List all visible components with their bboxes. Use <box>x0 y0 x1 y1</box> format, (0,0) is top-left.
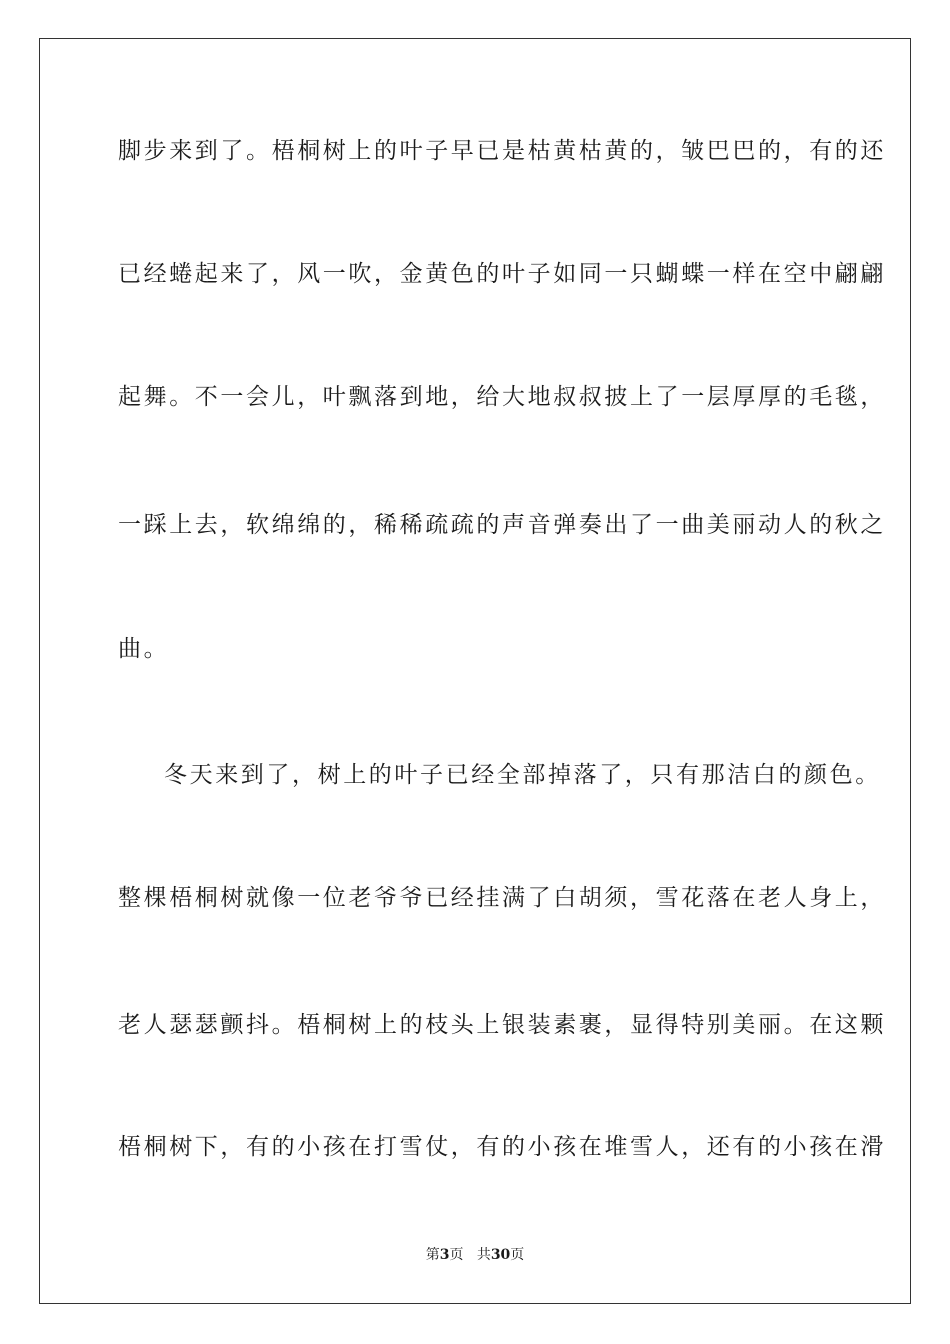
text-line: 已经蜷起来了，风一吹，金黄色的叶子如同一只蝴蝶一样在空中翩翩 <box>118 261 886 287</box>
text-line: 整棵梧桐树就像一位老爷爷已经挂满了白胡须，雪花落在老人身上， <box>118 885 886 911</box>
page-border <box>39 38 911 1304</box>
page-footer <box>0 1246 950 1264</box>
text-line: 梧桐树下，有的小孩在打雪仗，有的小孩在堆雪人，还有的小孩在滑 <box>118 1134 886 1160</box>
total-prefix: 共 <box>476 1247 491 1263</box>
total-pages: 30 <box>490 1247 511 1263</box>
text-line: 曲。 <box>118 636 170 662</box>
page-number: 3 <box>439 1247 450 1263</box>
text-line: 老人瑟瑟颤抖。梧桐树上的枝头上银装素裹，显得特别美丽。在这颗 <box>118 1012 886 1038</box>
text-line: 起舞。不一会儿，叶飘落到地，给大地叔叔披上了一层厚厚的毛毯， <box>118 384 886 410</box>
total-suffix: 页 <box>510 1247 525 1263</box>
text-line: 脚步来到了。梧桐树上的叶子早已是枯黄枯黄的，皱巴巴的，有的还 <box>118 138 886 164</box>
page-suffix: 页 <box>449 1247 464 1263</box>
page-prefix: 第 <box>425 1247 440 1263</box>
paragraph-start-line: 冬天来到了，树上的叶子已经全部掉落了，只有那洁白的颜色。 <box>164 762 881 788</box>
text-line: 一踩上去，软绵绵的，稀稀疏疏的声音弹奏出了一曲美丽动人的秋之 <box>118 512 886 538</box>
